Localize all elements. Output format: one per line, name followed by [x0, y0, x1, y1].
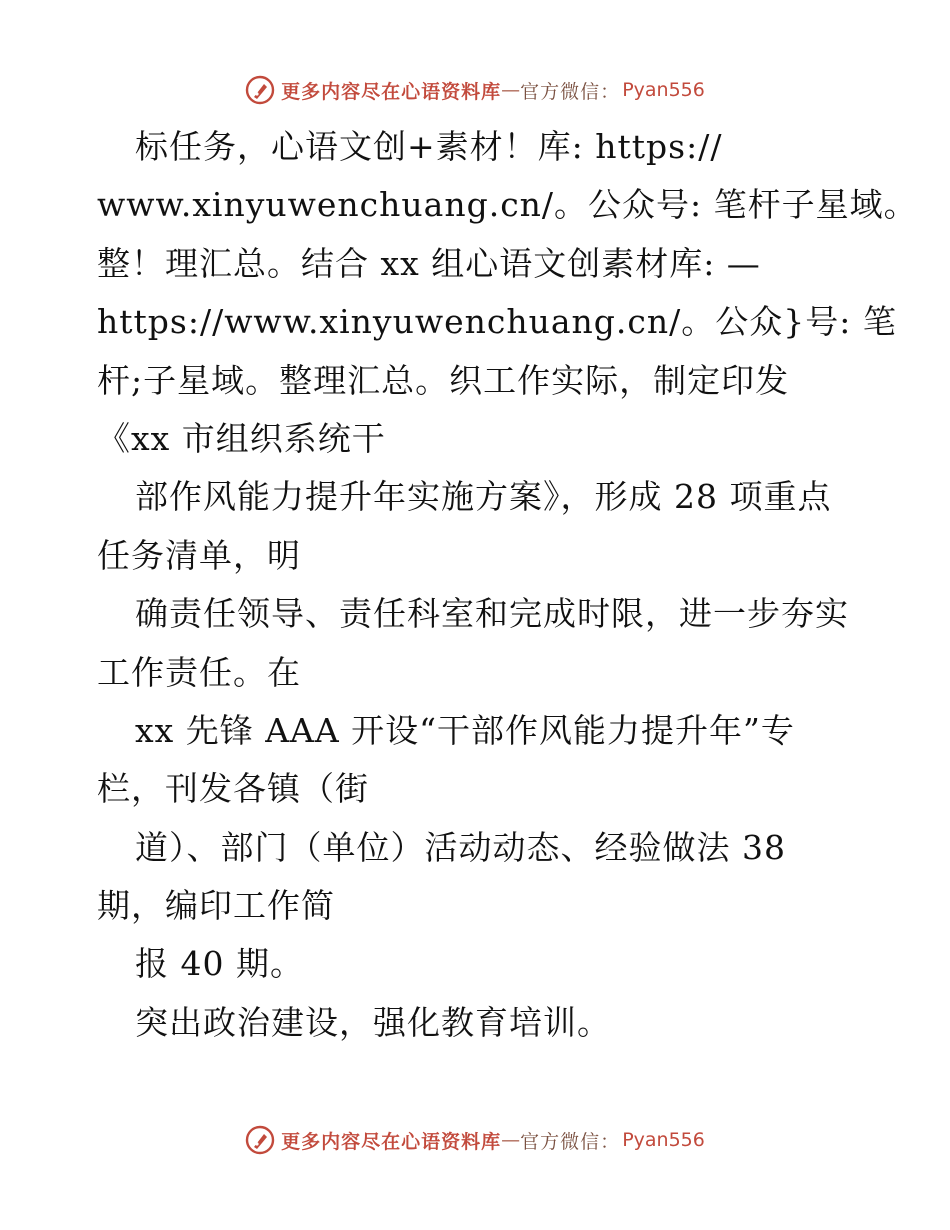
watermark-dash: — [501, 79, 521, 101]
text-line: www.xinyuwenchuang.cn/。公众号: 笔杆子星域。 [97, 185, 918, 225]
text-line: 期，编印工作简 [97, 886, 335, 926]
text-line: 《xx 市组织系统干 [97, 418, 386, 458]
watermark-id: Pyan556 [622, 1129, 705, 1151]
watermark-sub-text: 官方微信： [520, 1130, 621, 1153]
text-line: xx 先锋 AAA 开设“干部作风能力提升年”专 [135, 710, 795, 750]
watermark-main-text: 更多内容尽在心语资料库 [281, 1130, 502, 1153]
text-line: 部作风能力提升年实施方案》，形成 28 项重点 [135, 477, 832, 517]
text-line: https://www.xinyuwenchuang.cn/。公众}号: 笔 [97, 302, 897, 342]
watermark-header [0, 70, 950, 110]
watermark-dash: — [501, 1129, 521, 1151]
text-line: 杆;子星域。整理汇总。织工作实际，制定印发 [97, 360, 790, 400]
watermark-footer [0, 1120, 950, 1160]
pen-nib-logo-icon [245, 1125, 275, 1155]
text-line: 确责任领导、责任科室和完成时限，进一步夯实 [135, 594, 849, 634]
text-line: 标任务，心语文创+素材！库: https:// [135, 127, 723, 166]
text-line: 报 40 期。 [135, 944, 304, 984]
document-body [97, 118, 918, 1052]
watermark-id: Pyan556 [622, 79, 705, 101]
text-line: 道）、部门（单位）活动动态、经验做法 38 [135, 827, 786, 867]
watermark-main-text: 更多内容尽在心语资料库 [281, 80, 502, 103]
watermark-sub-text: 官方微信： [520, 80, 621, 103]
text-line: 栏，刊发各镇（街 [97, 769, 369, 809]
text-line: 任务清单，明 [97, 535, 301, 575]
pen-nib-logo-icon [245, 75, 275, 105]
text-line: 工作责任。在 [97, 652, 301, 692]
text-line: 突出政治建设，强化教育培训。 [135, 1002, 611, 1042]
text-line: 整！理汇总。结合 xx 组心语文创素材库: — [97, 243, 761, 283]
